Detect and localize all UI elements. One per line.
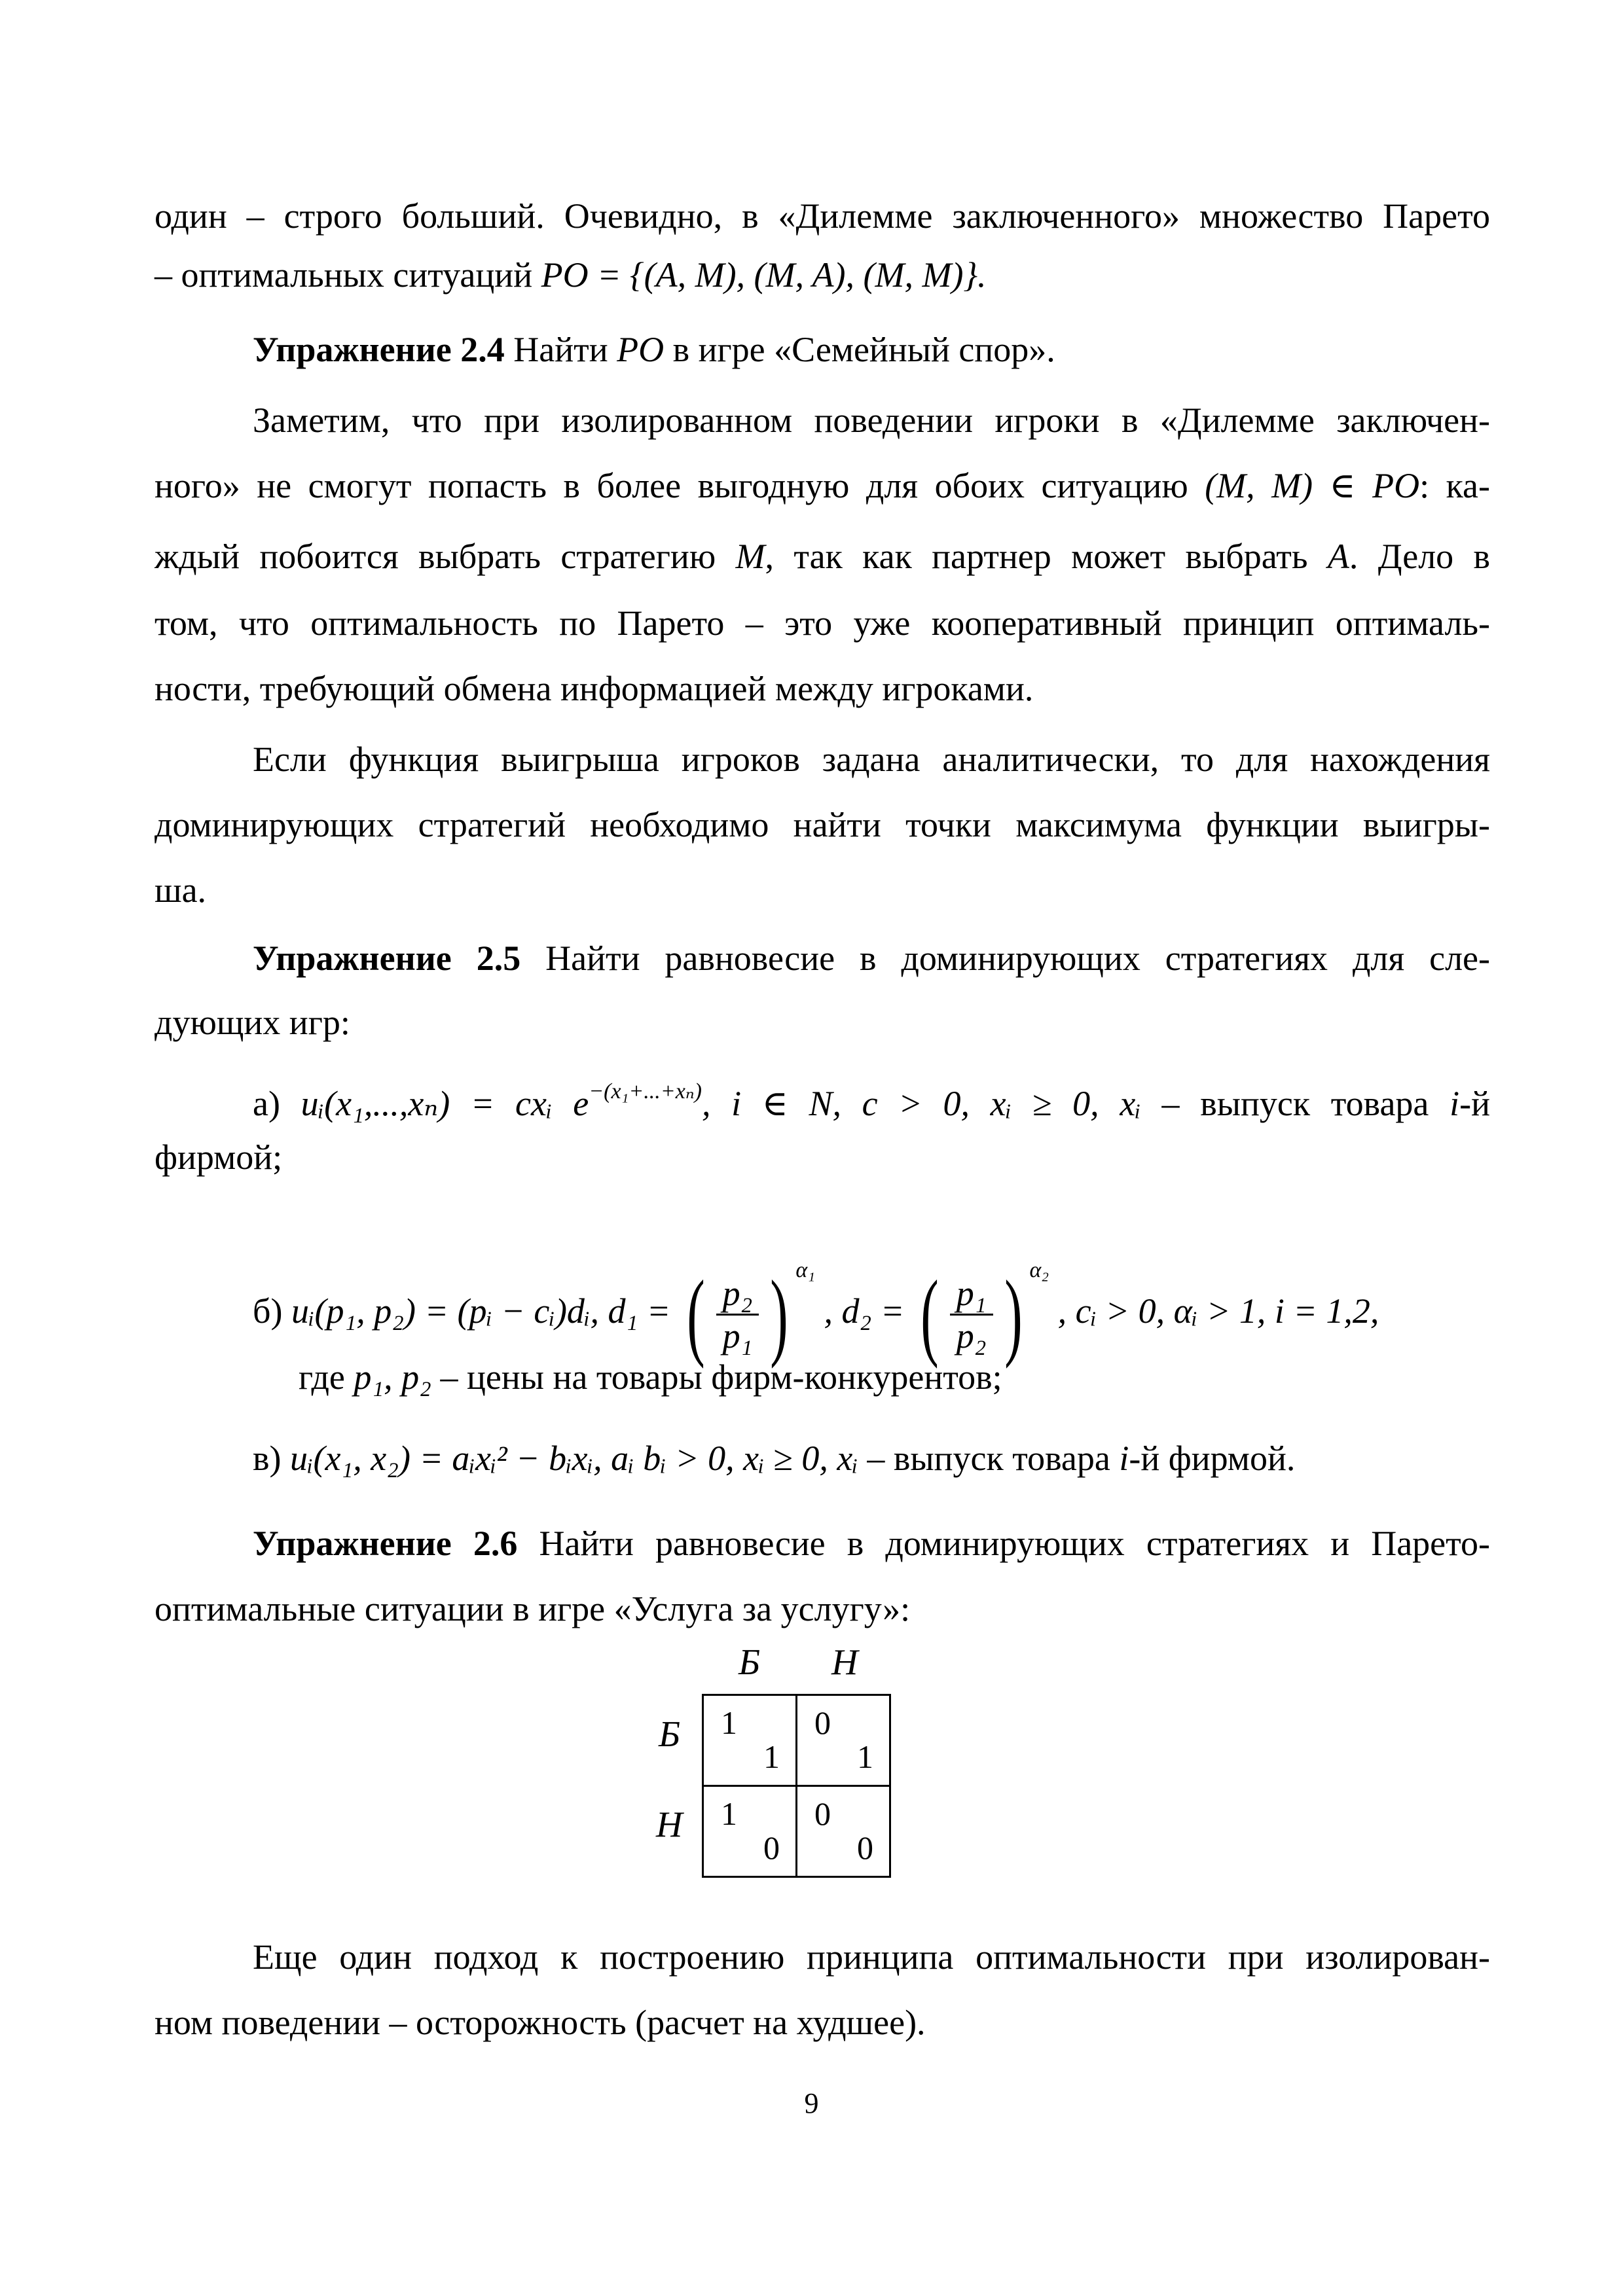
text-line: ного» не смогут попасть в более выгодную для обоих ситуацию (M, M) ∈ PO: ка- [155, 466, 1491, 505]
matrix-cell: 0 0 [797, 1786, 890, 1877]
text-line: Еще один подход к построению принципа оптимальности при изолирован- [253, 1937, 1490, 1977]
text-line: фирмой; [155, 1138, 283, 1177]
page-number: 9 [804, 2087, 819, 2119]
fraction-d2: $\frac{\text{p₁}}{\text{p₂}}$ [950, 1273, 993, 1356]
text-line: ности, требующий обмена информацией между игроками. [155, 669, 1034, 708]
text-line: дующих игр: [155, 1003, 350, 1042]
text-line: – оптимальных ситуаций PO = {(A, M), (M, A), (M, M)}. [155, 255, 987, 295]
text-line: ша. [155, 870, 207, 910]
exercise-2-6: Упражнение 2.6 Найти равновесие в доминирующих стратегиях и Парето- [253, 1524, 1491, 1563]
text-line: оптимальные ситуации в игре «Услуга за услугу»: [155, 1589, 911, 1628]
text-line: доминирующих стратегий необходимо найти точки максимума функции выигры- [155, 805, 1490, 844]
matrix-cell: 1 0 [703, 1786, 797, 1877]
exercise-2-5: Упражнение 2.5 Найти равновесие в доминирующих стратегиях для сле- [253, 939, 1490, 978]
formula-pareto-set: PO = {(A, M), (M, A), (M, M)}. [541, 255, 987, 295]
matrix-row-header: Н [656, 1804, 683, 1845]
text-line: ном поведении – осторожность (расчет на худшее). [155, 2003, 926, 2042]
matrix-cell: 0 1 [797, 1695, 890, 1786]
exercise-label: Упражнение 2.5 [253, 939, 521, 978]
matrix-col-header: Н [831, 1642, 858, 1683]
item-c: в) uᵢ(x₁, x₂) = aᵢxᵢ² − bᵢxᵢ, aᵢ bᵢ > 0, xᵢ ≥ 0, xᵢ – выпуск товара i-й фирмой. [253, 1439, 1296, 1478]
fraction-d1: $\frac{\text{p₂}}{\text{p₁}}$ [716, 1273, 759, 1356]
text-line: Заметим, что при изолированном поведении игроки в «Дилемме заключен- [253, 401, 1490, 440]
payoff-matrix [702, 1694, 891, 1878]
text-line: один – строго больший. Очевидно, в «Дилемме заключенного» множество Парето [155, 196, 1490, 236]
formula-a: uᵢ(x₁,...,xₙ) = cxᵢ $e^{-(x_1+...+x_n)}$, i ∈ N, c > 0, xᵢ ≥ 0, xᵢ [301, 1079, 1141, 1123]
text-line: ждый побоится выбрать стратегию M, так как партнер может выбрать A. Дело в [155, 537, 1491, 576]
matrix-col-header: Б [739, 1642, 761, 1683]
matrix-cell: 1 1 [703, 1695, 797, 1786]
item-a: а) uᵢ(x₁,...,xₙ) = cxᵢ $e^{-(x_1+...+x_n)}$, i ∈ N, c > 0, xᵢ ≥ 0, xᵢ – выпуск товара i-й [253, 1079, 1490, 1123]
exercise-label: Упражнение 2.6 [253, 1524, 518, 1563]
item-b-where: где p₁, p₂ – цены на товары фирм-конкурентов; [299, 1357, 1002, 1397]
text-line: том, что оптимальность по Парето – это уже кооперативный принцип оптималь- [155, 603, 1490, 643]
text-line: Если функция выигрыша игроков задана аналитически, то для нахождения [253, 740, 1490, 779]
item-b: б) uᵢ(p₁, p₂) = (pᵢ − cᵢ)dᵢ, d₁ = ( $\frac{\text{p₂}}{\text{p₁}}$ ) $^{\alpha_1}$ , d₂ = ( $\frac{\text{p₁}}{\text{p₂}}$ ) $^{\alpha_2}$ , cᵢ > 0, αᵢ > 1, i = 1,2, [253, 1258, 1379, 1369]
exercise-2-4: Упражнение 2.4 Найти PO в игре «Семейный спор». [253, 330, 1055, 369]
matrix-row-header: Б [659, 1714, 681, 1755]
exercise-label: Упражнение 2.4 [253, 330, 505, 369]
formula-c: uᵢ(x₁, x₂) = aᵢxᵢ² − bᵢxᵢ, aᵢ bᵢ > 0, xᵢ ≥ 0, xᵢ [289, 1439, 858, 1478]
